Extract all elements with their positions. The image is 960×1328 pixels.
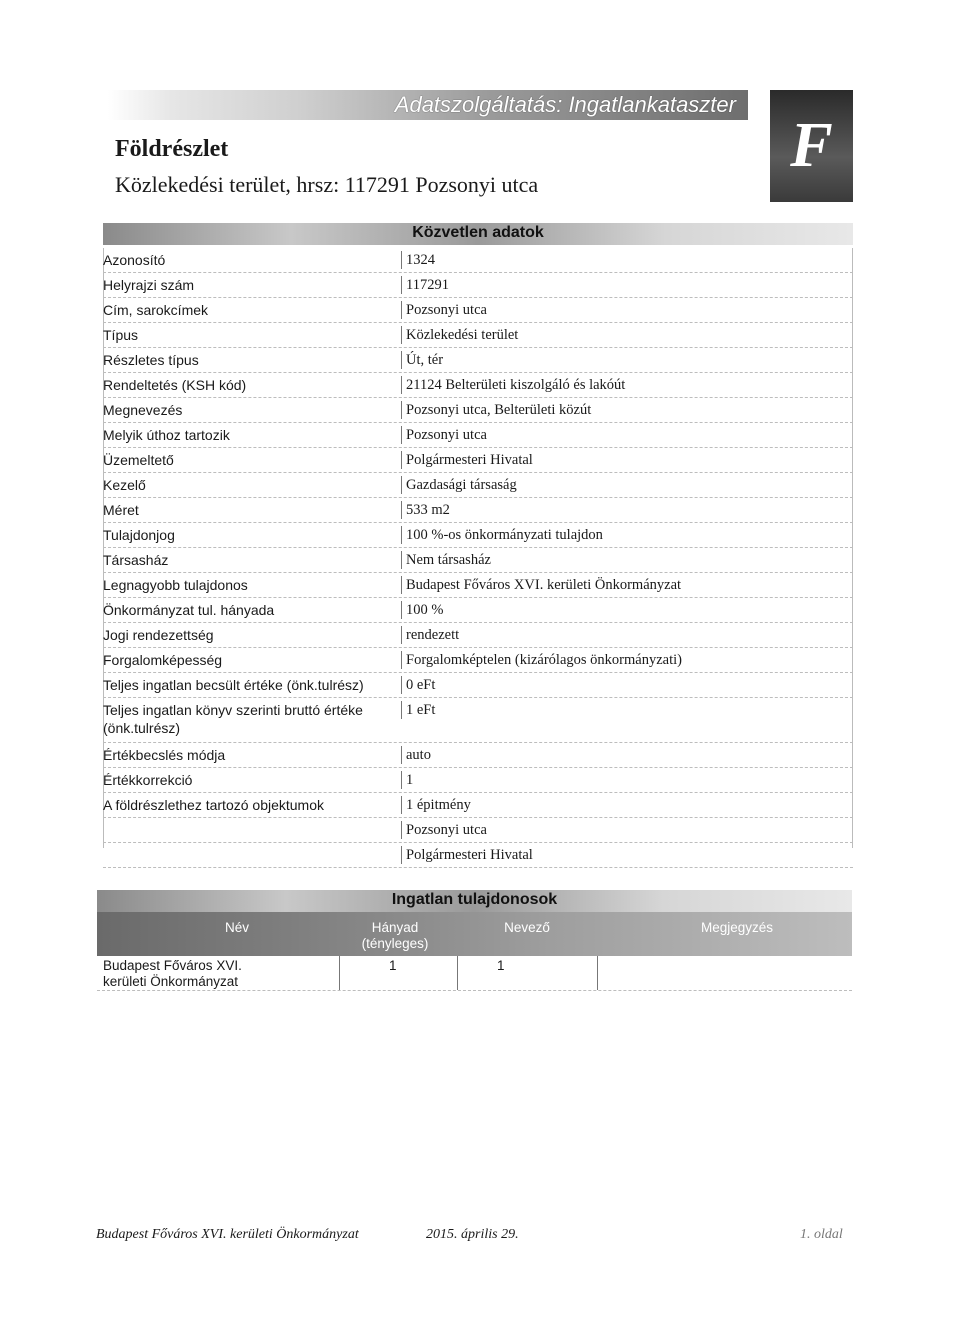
data-row-label: Méret	[103, 502, 139, 518]
owners-col-divider	[339, 956, 340, 990]
data-row-value: auto	[401, 746, 846, 764]
data-row-value: 1 eFt	[401, 701, 846, 719]
data-row-value: Nem társasház	[401, 551, 846, 569]
header-banner	[108, 90, 748, 120]
owner-name: Budapest Főváros XVI. kerületi Önkormányzat	[103, 958, 242, 989]
data-row-value: 100 %-os önkormányzati tulajdon	[401, 526, 846, 544]
data-row-label: A földrészlethez tartozó objektumok	[103, 797, 325, 813]
data-row-value: rendezett	[401, 626, 846, 644]
data-row	[103, 548, 853, 573]
data-row-value: 21124 Belterületi kiszolgáló és lakóút	[401, 376, 846, 394]
direct-data-section-title: Közvetlen adatok	[412, 224, 544, 241]
data-row-value: Pozsonyi utca, Belterületi közút	[401, 401, 846, 419]
data-row-label: Kezelő	[103, 477, 146, 493]
data-row-label: Helyrajzi szám	[103, 277, 195, 293]
data-row-value: Pozsonyi utca	[401, 426, 846, 444]
data-row	[103, 373, 853, 398]
data-row-label: Társasház	[103, 552, 169, 568]
data-row-label: Üzemeltető	[103, 452, 174, 468]
data-row	[103, 273, 853, 298]
data-row	[103, 423, 853, 448]
data-row-label: Önkormányzat tul. hányada	[103, 602, 275, 618]
data-row	[103, 448, 853, 473]
data-row-label: Megnevezés	[103, 402, 183, 418]
data-row-label: Jogi rendezettség	[103, 627, 214, 643]
direct-data-section-bar	[103, 223, 853, 245]
data-row-value: 100 %	[401, 601, 846, 619]
data-row-label: Forgalomképesség	[103, 652, 223, 668]
data-row-label: Értékkorrekció	[103, 772, 193, 788]
footer-owner: Budapest Főváros XVI. kerületi Önkormányzat	[96, 1227, 359, 1242]
data-row-value: Forgalomképtelen (kizárólagos önkormányzati)	[401, 651, 846, 669]
data-row-value: Budapest Főváros XVI. kerületi Önkormányzat	[401, 576, 846, 594]
owner-nominator: 1	[497, 958, 505, 973]
data-row-label: Azonosító	[103, 252, 166, 268]
owners-section-bar	[97, 890, 852, 912]
data-row-label: Legnagyobb tulajdonos	[103, 577, 248, 593]
footer-date: 2015. április 29.	[426, 1227, 519, 1242]
owners-col-divider	[597, 956, 598, 990]
data-row-value: 1 épitmény	[401, 796, 846, 814]
owners-col-share: Hányad (tényleges)	[361, 920, 429, 951]
data-row-label: Rendeltetés (KSH kód)	[103, 377, 247, 393]
data-row	[103, 573, 853, 598]
data-row-value: Gazdasági társaság	[401, 476, 846, 494]
data-row	[103, 768, 853, 793]
data-row-label: Típus	[103, 327, 139, 343]
banner-title: Adatszolgáltatás: Ingatlankataszter	[394, 92, 736, 117]
data-row	[103, 648, 853, 673]
data-row-label: Tulajdonjog	[103, 527, 175, 543]
page-subtitle: Közlekedési terület, hrsz: 117291 Pozsonyi utca	[115, 172, 539, 197]
data-row	[103, 843, 853, 868]
data-row-value: Polgármesteri Hivatal	[401, 451, 846, 469]
owners-col-note: Megjegyzés	[700, 920, 774, 935]
data-row-value: Pozsonyi utca	[401, 821, 846, 839]
data-row-value: Pozsonyi utca	[401, 301, 846, 319]
data-row	[103, 473, 853, 498]
data-row	[103, 818, 853, 843]
data-row-value: Polgármesteri Hivatal	[401, 846, 846, 864]
data-row-label: Teljes ingatlan becsült értéke (önk.tulrész)	[103, 677, 364, 693]
data-row-label: Részletes típus	[103, 352, 199, 368]
data-row	[103, 398, 853, 423]
data-row-label: Melyik úthoz tartozik	[103, 427, 230, 443]
data-row	[103, 673, 853, 698]
badge-letter: F	[790, 109, 833, 180]
data-row	[103, 743, 853, 768]
data-row-label: Értékbecslés módja	[103, 747, 226, 763]
owners-col-divider	[457, 956, 458, 990]
data-row-value: 533 m2	[401, 501, 846, 519]
owners-section-title: Ingatlan tulajdonosok	[391, 891, 558, 908]
data-row-value: 1	[401, 771, 846, 789]
owners-col-nominator: Nevező	[504, 920, 550, 935]
page-title: Földrészlet	[115, 136, 229, 162]
data-row	[103, 523, 853, 548]
owner-share: 1	[389, 958, 397, 973]
data-row	[103, 623, 853, 648]
data-row-label: Cím, sarokcímek	[103, 302, 209, 318]
data-row-value: 117291	[401, 276, 846, 294]
data-row	[103, 793, 853, 818]
category-badge	[770, 90, 853, 202]
owners-table-header	[97, 912, 852, 956]
data-row	[103, 248, 853, 273]
data-row-label: Teljes ingatlan könyv szerinti bruttó értéke (önk.tulrész)	[103, 702, 363, 736]
data-row-value: Közlekedési terület	[401, 326, 846, 344]
data-row	[103, 698, 853, 743]
data-row	[103, 348, 853, 373]
data-row	[103, 323, 853, 348]
data-row-value: 1324	[401, 251, 846, 269]
data-row	[103, 298, 853, 323]
data-row	[103, 598, 853, 623]
data-row-value: 0 eFt	[401, 676, 846, 694]
owners-table-row	[97, 956, 852, 991]
direct-data-table	[103, 248, 853, 868]
data-row	[103, 498, 853, 523]
owners-col-name: Név	[224, 920, 249, 935]
footer-page: 1. oldal	[800, 1227, 843, 1242]
data-row-value: Út, tér	[401, 351, 846, 369]
